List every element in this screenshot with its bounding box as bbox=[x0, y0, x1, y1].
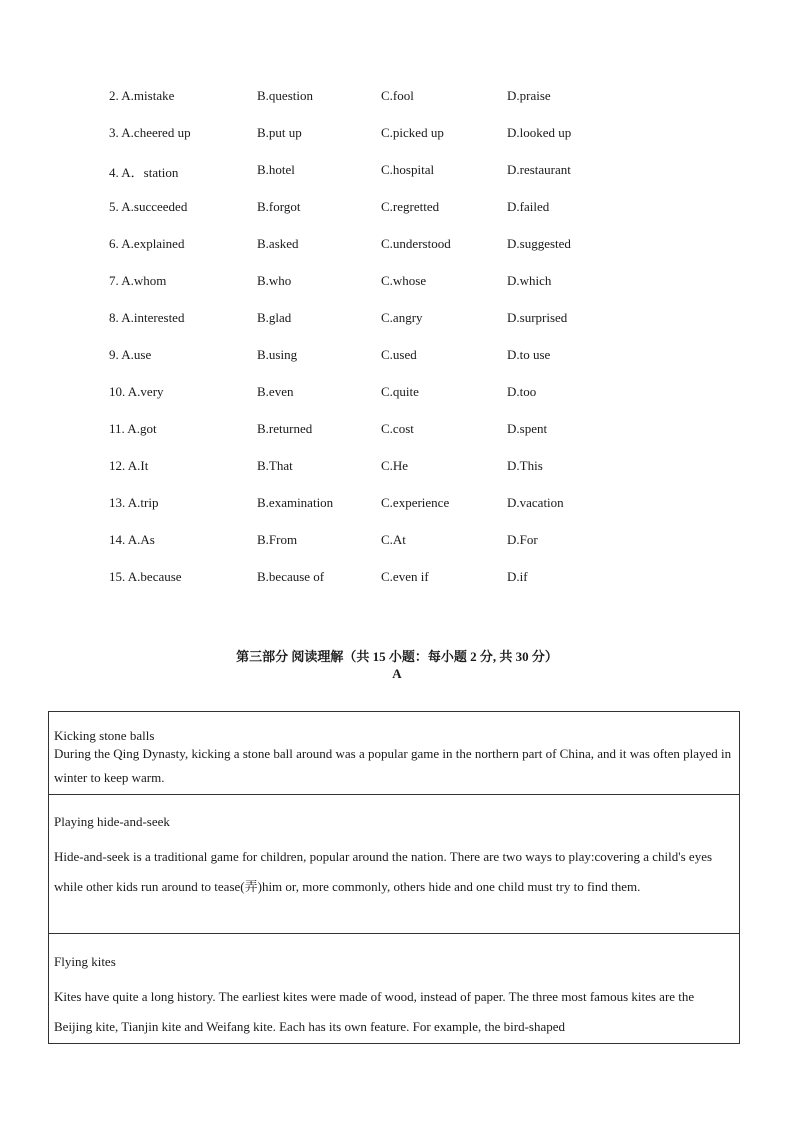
option-d: D.restaurant bbox=[507, 162, 571, 177]
option-row-7 bbox=[0, 271, 794, 308]
option-row-10 bbox=[0, 382, 794, 419]
option-a: 8. A.interested bbox=[109, 310, 185, 325]
option-row-3 bbox=[0, 123, 794, 160]
option-c: C.even if bbox=[381, 569, 429, 584]
passage-cell-hide-and-seek bbox=[49, 795, 739, 934]
option-row-8 bbox=[0, 308, 794, 345]
passage-item-title: Kicking stone balls bbox=[54, 728, 155, 743]
option-a: 14. A.As bbox=[109, 532, 155, 547]
option-row-15 bbox=[0, 567, 794, 604]
option-c: C.quite bbox=[381, 384, 419, 399]
option-d: D.spent bbox=[507, 421, 548, 436]
option-row-12 bbox=[0, 456, 794, 493]
passage-item-body: Kites have quite a long history. The earliest kites were made of wood, instead of paper. The three most famous kites are the Beijing kite, Tianjin kite and Weifang kite. Each has its own feature. For example, the bird-shaped bbox=[54, 989, 695, 1034]
option-d: D.This bbox=[507, 458, 543, 473]
option-a: 9. A.use bbox=[109, 347, 152, 362]
passage-item-title: Flying kites bbox=[54, 954, 116, 969]
option-c: C.hospital bbox=[381, 162, 435, 177]
option-row-4 bbox=[0, 160, 794, 197]
option-a: 11. A.got bbox=[109, 421, 157, 436]
option-d: D.surprised bbox=[507, 310, 568, 325]
option-b: B.put up bbox=[257, 125, 302, 140]
passage-item-body: Hide-and-seek is a traditional game for children, popular around the nation. There are two ways to play:covering a child's eyes while other kids run around to tease(弄)him or, more commonly, others hide and one child must try to find them. bbox=[54, 849, 713, 894]
passage-item-title: Playing hide-and-seek bbox=[54, 814, 170, 829]
option-d: D.praise bbox=[507, 88, 551, 103]
option-b: B.even bbox=[257, 384, 294, 399]
option-d: D.which bbox=[507, 273, 552, 288]
option-a: 4. A．station bbox=[109, 165, 179, 180]
option-b: B.returned bbox=[257, 421, 313, 436]
option-c: C.used bbox=[381, 347, 417, 362]
option-a: 15. A.because bbox=[109, 569, 182, 584]
option-c: C.At bbox=[381, 532, 406, 547]
option-b: B.glad bbox=[257, 310, 292, 325]
passage-item-body: During the Qing Dynasty, kicking a stone ball around was a popular game in the northern part of China, and it was often played in winter to keep warm. bbox=[54, 746, 732, 785]
option-c: C.He bbox=[381, 458, 409, 473]
option-b: B.hotel bbox=[257, 162, 295, 177]
option-a: 13. A.trip bbox=[109, 495, 159, 510]
option-b: B.question bbox=[257, 88, 313, 103]
option-b: B.using bbox=[257, 347, 298, 362]
option-b: B.because of bbox=[257, 569, 325, 584]
option-row-13 bbox=[0, 493, 794, 530]
option-b: B.who bbox=[257, 273, 292, 288]
option-b: B.forgot bbox=[257, 199, 301, 214]
option-a: 2. A.mistake bbox=[109, 88, 175, 103]
option-b: B.examination bbox=[257, 495, 334, 510]
answer-options-list bbox=[0, 86, 794, 604]
option-row-6 bbox=[0, 234, 794, 271]
option-d: D.to use bbox=[507, 347, 551, 362]
option-a: 10. A.very bbox=[109, 384, 164, 399]
option-row-14 bbox=[0, 530, 794, 567]
option-row-5 bbox=[0, 197, 794, 234]
option-c: C.angry bbox=[381, 310, 423, 325]
option-b: B.From bbox=[257, 532, 298, 547]
option-d: D.too bbox=[507, 384, 537, 399]
option-row-11 bbox=[0, 419, 794, 456]
option-d: D.For bbox=[507, 532, 538, 547]
section-title: 第三部分 阅读理解（共 15 小题：每小题 2 分, 共 30 分） bbox=[236, 649, 558, 664]
option-row-9 bbox=[0, 345, 794, 382]
option-d: D.failed bbox=[507, 199, 550, 214]
option-b: B.asked bbox=[257, 236, 299, 251]
option-a: 7. A.whom bbox=[109, 273, 167, 288]
option-a: 12. A.It bbox=[109, 458, 149, 473]
option-d: D.suggested bbox=[507, 236, 571, 251]
option-d: D.vacation bbox=[507, 495, 564, 510]
reading-passage-table bbox=[48, 711, 740, 1044]
passage-letter: A bbox=[392, 666, 402, 681]
option-c: C.regretted bbox=[381, 199, 440, 214]
option-c: C.fool bbox=[381, 88, 414, 103]
option-c: C.whose bbox=[381, 273, 427, 288]
option-c: C.experience bbox=[381, 495, 450, 510]
option-b: B.That bbox=[257, 458, 293, 473]
option-c: C.understood bbox=[381, 236, 451, 251]
option-c: C.cost bbox=[381, 421, 414, 436]
option-d: D.if bbox=[507, 569, 528, 584]
option-row-2 bbox=[0, 86, 794, 123]
option-a: 5. A.succeeded bbox=[109, 199, 188, 214]
option-a: 6. A.explained bbox=[109, 236, 185, 251]
option-c: C.picked up bbox=[381, 125, 444, 140]
option-a: 3. A.cheered up bbox=[109, 125, 191, 140]
passage-cell-flying-kites bbox=[49, 934, 739, 1043]
option-d: D.looked up bbox=[507, 125, 572, 140]
passage-cell-kicking-stone-balls bbox=[49, 712, 739, 795]
